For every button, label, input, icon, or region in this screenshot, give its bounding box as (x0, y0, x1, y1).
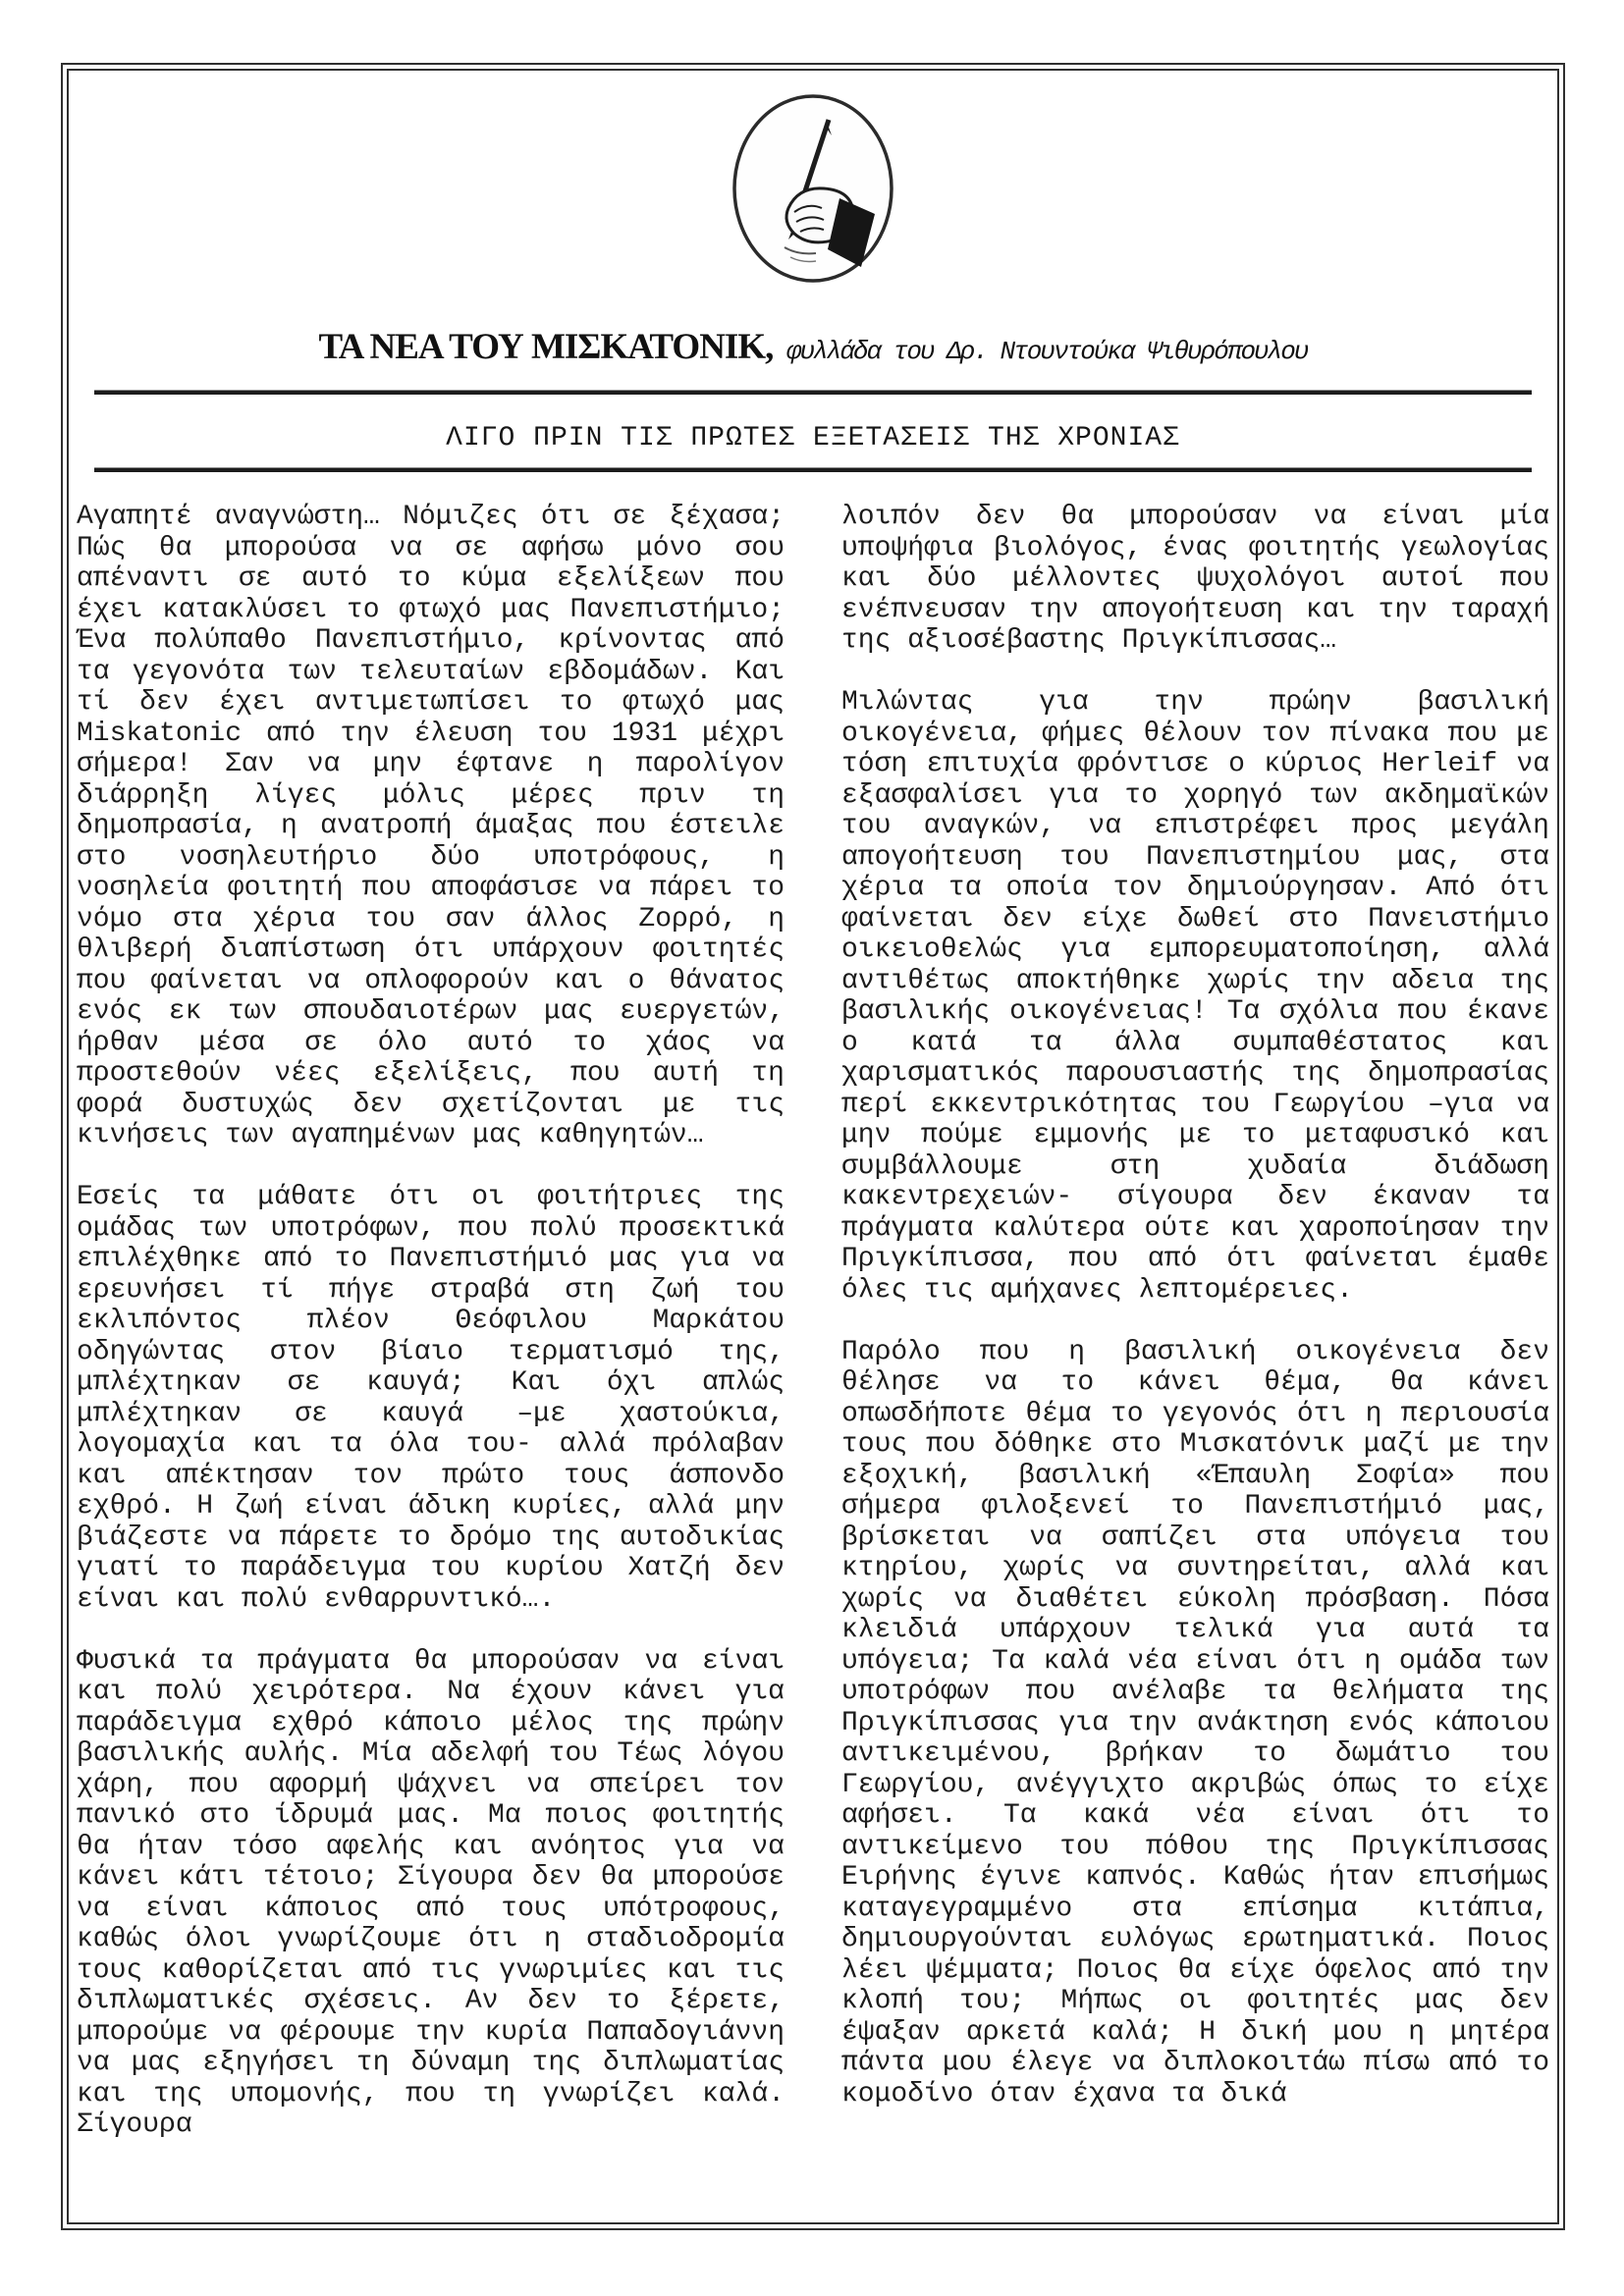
page-content (69, 71, 1557, 2222)
article-paragraph: Φυσικά τα πράγματα θα μπορούσαν να είναι και πολύ χειρότερα. Να έχουν κάνει για παράδειγμα εχθρό κάποιο μέλος της πρώην βασιλικής αυλής. Μία αδελφή του Τέως λόγου χάρη, που αφορμή ψάχνει να σπείρει τον πανικό στο ίδρυμά μας. Μα ποιος φοιτητής θα ήταν τόσο αφελής και ανόητος για να κάνει κάτι τέτοιο; Σίγουρα δεν θα μπορούσε να είναι κάποιος από τους υπότροφους, καθώς όλοι γνωρίζουμε ότι η σταδιοδρομία τους καθορίζεται από τις γνωριμίες και τις διπλωματικές σχέσεις. Αν δεν το ξέρετε, μπορούμε να φέρουμε την κυρία Παπαδογιάννη να μας εξηγήσει τη δύναμη της διπλωματίας και της υπομονής, που τη γνωρίζει καλά. Σίγουρα (77, 1645, 785, 2140)
article-paragraph: Εσείς τα μάθατε ότι οι φοιτήτριες της ομάδας των υποτρόφων, που πολύ προσεκτικά επιλέχθηκε από το Πανεπιστήμιό μας για να ερευνήσει τί πήγε στραβά στη ζωή του εκλιπόντος πλέον Θεόφιλου Μαρκάτου οδηγώντας στον βίαιο τερματισμό της, μπλέχτηκαν σε καυγά; Και όχι απλώς μπλέχτηκαν σε καυγά –με χαστούκια, λογομαχία και τα όλα του- αλλά πρόλαβαν και απέκτησαν τον πρώτο τους άσπονδο εχθρό. Η ζωή είναι άδικη κυρίες, αλλά μην βιάζεστε να πάρετε το δρόμο της αυτοδικίας γιατί το παράδειγμα του κυρίου Χατζή δεν είναι και πολύ ενθαρρυντικό…. (77, 1182, 785, 1615)
section-heading: ΛΙΓΟ ΠΡΙΝ ΤΙΣ ΠΡΩΤΕΣ ΕΞΕΤΑΣΕΙΣ ΤΗΣ ΧΡΟΝΙΑΣ (446, 423, 1180, 454)
column-left (77, 502, 785, 2141)
masthead (77, 324, 1549, 378)
column-right (841, 502, 1549, 2141)
page-border-inner (67, 69, 1559, 2224)
heading-divider (94, 467, 1532, 472)
writing-hand-icon (730, 92, 896, 285)
page-title: ΤΑ ΝΕΑ ΤΟΥ ΜΙΣΚΑΤΟΝΙΚ, (318, 327, 774, 367)
article-paragraph: Παρόλο που η βασιλική οικογένεια δεν θέλησε να το κάνει θέμα, θα κάνει οπωσδήποτε θέμα το γεγονός ότι η περιουσία τους που δόθηκε στο Μισκατόνικ μαζί με την εξοχική, βασιλική «Έπαυλη Σοφία» που σήμερα φιλοξενεί το Πανεπιστήμιό μας, βρίσκεται να σαπίζει στα υπόγεια του κτηρίου, χωρίς να συντηρείται, αλλά και χωρίς να διαθέτει εύκολη πρόσβαση. Πόσα κλειδιά υπάρχουν τελικά για αυτά τα υπόγεια; Τα καλά νέα είναι ότι η ομάδα των υποτρόφων που ανέλαβε τα θελήματα της Πριγκίπισσας για την ανάκτηση ενός κάποιου αντικειμένου, βρήκαν το δωμάτιο του Γεωργίου, ανέγγιχτο ακριβώς όπως το είχε αφήσει. Τα κακά νέα είναι ότι το αντικείμενο του πόθου της Πριγκίπισσας Ειρήνης έγινε καπνός. Καθώς ήταν επισήμως καταγεγραμμένο στα επίσημα κιτάπια, δημιουργούνται ευλόγως ερωτηματικά. Ποιος λέει ψέμματα; Ποιος θα είχε όφελος από την κλοπή του; Μήπως οι φοιτητές μας δεν έψαξαν αρκετά καλά; Η δική μου η μητέρα πάντα μου έλεγε να διπλοκοιτάω πίσω από το κομοδίνο όταν έχανα τα δικά (841, 1336, 1549, 2109)
page-border-outer (61, 63, 1565, 2230)
article-columns (77, 502, 1549, 2141)
masthead-divider (94, 390, 1532, 395)
page-subtitle: φυλλάδα του Δρ. Ντουντούκα Ψιθυρόπουλου (773, 337, 1308, 366)
article-paragraph: Αγαπητέ αναγνώστη… Νόμιζες ότι σε ξέχασα; Πώς θα μπορούσα να σε αφήσω μόνο σου απέναντι σε αυτό το κύμα εξελίξεων που έχει κατακλύσει το φτωχό μας Πανεπιστήμιο; Ένα πολύπαθο Πανεπιστήμιο, κρίνοντας από τα γεγονότα των τελευταίων εβδομάδων. Και τί δεν έχει αντιμετωπίσει το φτωχό μας Miskatonic από την έλευση του 1931 μέχρι σήμερα! Σαν να μην έφτανε η παρολίγον διάρρηξη λίγες μόλις μέρες πριν τη δημοπρασία, η ανατροπή άμαξας που έστειλε στο νοσηλευτήριο δύο υποτρόφους, η νοσηλεία φοιτητή που αποφάσισε να πάρει το νόμο στα χέρια του σαν άλλος Ζορρό, η θλιβερή διαπίστωση ότι υπάρχουν φοιτητές που φαίνεται να οπλοφορούν και ο θάνατος ενός εκ των σπουδαιοτέρων μας ευεργετών, ήρθαν μέσα σε όλο αυτό το χάος να προστεθούν νέες εξελίξεις, που αυτή τη φορά δυστυχώς δεν σχετίζονται με τις κινήσεις των αγαπημένων μας καθηγητών… (77, 502, 785, 1150)
article-paragraph: λοιπόν δεν θα μπορούσαν να είναι μία υποψήφια βιολόγος, ένας φοιτητής γεωλογίας και δύο μέλλοντες ψυχολόγοι αυτοί που ενέπνευσαν την απογοήτευση και την ταραχή της αξιοσέβαστης Πριγκίπισσας… (841, 502, 1549, 656)
newspaper-logo (77, 92, 1549, 285)
article-paragraph: Μιλώντας για την πρώην βασιλική οικογένεια, φήμες θέλουν τον πίνακα που με τόση επιτυχία φρόντισε ο κύριος Herleif να εξασφαλίσει για το χορηγό των ακδημαϊκών του αναγκών, να επιστρέφει προς μεγάλη απογοήτευση του Πανεπιστημίου μας, στα χέρια τα οποία τον δημιούργησαν. Από ότι φαίνεται δεν είχε δωθεί στο Πανειστήμιο οικειοθελώς για εμπορευματοποίηση, αλλά αντιθέτως αποκτήθηκε χωρίς την αδεια της βασιλικής οικογένειας! Τα σχόλια που έκανε ο κατά τα άλλα συμπαθέστατος και χαρισματικός παρουσιαστής της δημοπρασίας περί εκκεντρικότητας του Γεωργίου –για να μην πούμε εμμονής με το μεταφυσικό και συμβάλλουμε στη χυδαία διάδωση κακεντρεχειών- σίγουρα δεν έκαναν τα πράγματα καλύτερα ούτε και χαροποίησαν την Πριγκίπισσα, που από ότι φαίνεται έμαθε όλες τις αμήχανες λεπτομέρειες. (841, 687, 1549, 1306)
